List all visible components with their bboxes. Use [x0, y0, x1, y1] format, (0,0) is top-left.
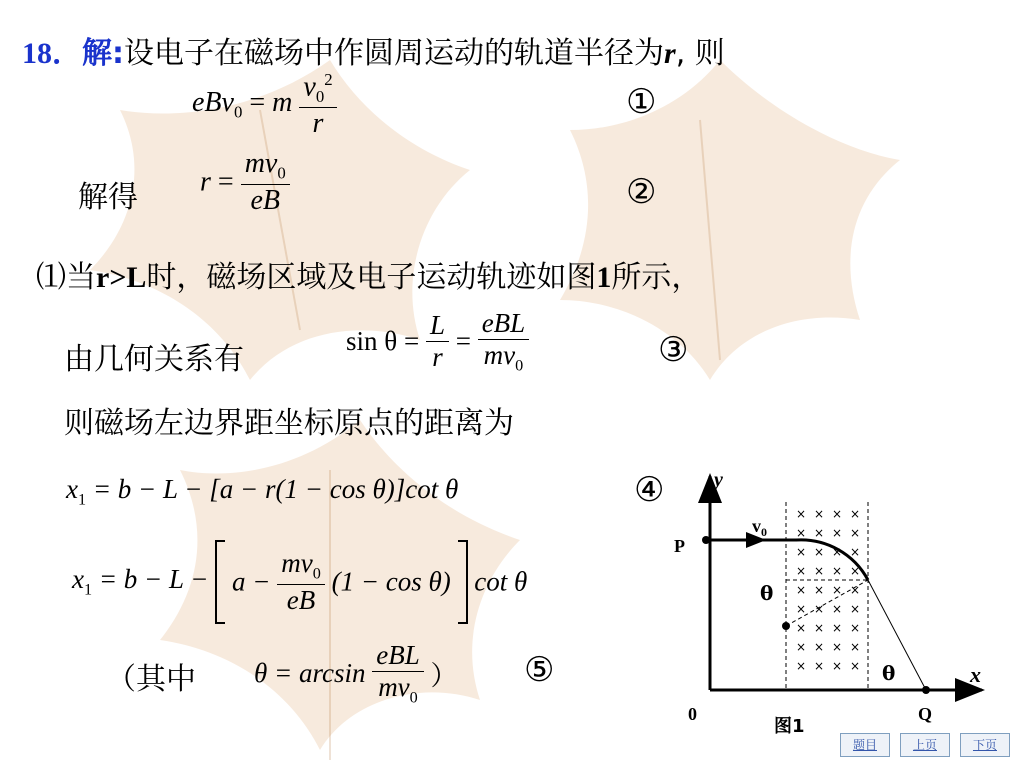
case-1-marker: ⑴ — [36, 260, 66, 295]
equation-1-mark: ① — [626, 82, 657, 122]
case-1-figure-number: 1 — [596, 261, 612, 294]
field-mark: × — [796, 583, 807, 597]
figure-1-diagram — [664, 470, 994, 740]
field-mark: × — [814, 507, 825, 521]
field-mark: × — [850, 621, 861, 635]
field-mark: × — [832, 640, 843, 654]
eq1-den: r — [299, 107, 336, 140]
equation-2-mark: ② — [626, 172, 657, 212]
field-mark: × — [814, 545, 825, 559]
intro-var: r — [664, 37, 676, 70]
field-mark: × — [832, 583, 843, 597]
eq6-lhs: θ = arcsin — [254, 658, 366, 689]
eq5-fraction — [277, 548, 325, 615]
field-mark: × — [814, 526, 825, 540]
field-mark: × — [832, 526, 843, 540]
equation-3 — [346, 308, 529, 375]
eq2-prefix: 解得 — [78, 180, 138, 215]
field-mark: × — [832, 659, 843, 673]
solve-label: 解: — [82, 36, 124, 71]
eq2-num-sub: 0 — [277, 163, 286, 183]
eq2-equals: = — [217, 166, 234, 198]
field-mark: × — [796, 507, 807, 521]
field-mark: × — [832, 564, 843, 578]
eq3-frac1-den: r — [426, 341, 449, 373]
eq3-equals-2: = — [455, 326, 471, 357]
equation-5-mark: ⑤ — [524, 650, 555, 690]
point-q — [922, 686, 930, 694]
field-mark: × — [850, 602, 861, 616]
eq3-frac2-num: eBL — [481, 308, 526, 338]
p-label: P — [674, 536, 685, 556]
intro-text: 设电子在磁场中作圆周运动的轨道半径为 — [124, 36, 664, 71]
equation-4 — [66, 474, 458, 509]
equation-6 — [254, 640, 457, 707]
eq5-mid: = b − L − — [98, 564, 209, 595]
origin-label: 0 — [688, 704, 697, 724]
v0-label-sub: 0 — [761, 525, 767, 539]
eq3-lhs: sin θ — [346, 326, 398, 357]
exit-path — [868, 580, 926, 690]
field-mark: × — [832, 621, 843, 635]
field-mark: × — [814, 659, 825, 673]
case-1-text-b: 时，磁场区域及电子运动轨迹如图 — [146, 260, 597, 295]
intro-tail: , 则 — [675, 36, 725, 71]
eq6-fraction — [372, 640, 424, 707]
field-mark: × — [850, 640, 861, 654]
field-mark: × — [796, 602, 807, 616]
equation-1 — [192, 70, 337, 140]
field-mark: × — [832, 602, 843, 616]
eq4-x-sub: 1 — [77, 490, 87, 509]
eq5-den: eB — [277, 584, 325, 616]
field-mark: × — [796, 659, 807, 673]
equation-5 — [72, 540, 527, 624]
field-mark: × — [796, 564, 807, 578]
v0-label — [752, 516, 767, 539]
theta-label-center: θ — [760, 581, 774, 605]
eq2-den: eB — [241, 184, 290, 217]
eq5-a-minus: a − — [232, 566, 271, 597]
eq1-equals: = — [249, 87, 266, 119]
case-1-text-c: 所示， — [611, 260, 702, 295]
x-axis-label: x — [970, 662, 981, 687]
equation-4-mark: ④ — [634, 470, 665, 510]
equation-2 — [200, 148, 290, 217]
eq5-x: x — [72, 564, 84, 595]
figure-caption: 图1 — [774, 716, 805, 737]
eq5-num: mv — [281, 548, 313, 579]
problem-number: 18． — [22, 37, 82, 70]
center-point — [782, 622, 790, 630]
eq3-frac2-den-sub: 0 — [515, 356, 524, 375]
eq1-lhs: eBv — [192, 87, 234, 119]
eq2-fraction — [241, 148, 290, 217]
eq1-num-sup: 2 — [324, 70, 333, 89]
field-mark: × — [796, 640, 807, 654]
case-1-line — [36, 252, 701, 296]
field-mark: × — [796, 526, 807, 540]
eq1-num: v — [303, 71, 316, 103]
eq2-num: mv — [244, 148, 278, 179]
eq1-num-sub: 0 — [315, 86, 325, 106]
eq6-open: （其中 — [106, 662, 196, 697]
equation-3-mark: ③ — [658, 330, 689, 370]
eq3-fraction-1 — [426, 310, 449, 373]
eq3-frac2-den: mv — [483, 340, 516, 370]
eq1-fraction — [299, 70, 336, 140]
v0-label-v: v — [752, 516, 761, 536]
field-mark: × — [814, 621, 825, 635]
q-label: Q — [918, 704, 933, 724]
field-mark: × — [796, 545, 807, 559]
eq3-prefix: 由几何关系有 — [64, 342, 244, 377]
nav-home-button[interactable]: 题目 — [840, 733, 890, 757]
field-mark: × — [850, 545, 861, 559]
eq3-frac1-num: L — [429, 310, 445, 341]
field-mark: × — [814, 564, 825, 578]
electron-trajectory — [710, 540, 868, 580]
theta-label-exit: θ — [882, 661, 896, 685]
eq2-lhs: r — [200, 166, 211, 198]
eq4-x: x — [66, 474, 78, 504]
eq1-m: m — [272, 87, 293, 119]
distance-line: 则磁场左边界距坐标原点的距离为 — [64, 406, 514, 441]
eq3-fraction-2 — [478, 308, 530, 375]
field-mark: × — [796, 621, 807, 635]
point-p — [702, 536, 710, 544]
field-mark: × — [850, 507, 861, 521]
field-mark: × — [832, 545, 843, 559]
case-1-condition: r>L — [96, 261, 147, 294]
field-mark: × — [814, 602, 825, 616]
field-mark: × — [814, 583, 825, 597]
problem-intro-line — [22, 28, 725, 72]
field-mark: × — [814, 640, 825, 654]
nav-next-button[interactable]: 下页 — [960, 733, 1010, 757]
eq6-den: mv — [378, 672, 410, 702]
y-axis-label: y — [714, 470, 723, 491]
eq3-equals-1: = — [403, 326, 420, 357]
eq5-paren: (1 − cos θ) — [331, 566, 451, 597]
eq6-den-sub: 0 — [409, 688, 418, 707]
case-1-text-a: 当 — [66, 260, 96, 295]
eq1-lhs-sub: 0 — [233, 102, 243, 122]
field-mark: × — [850, 564, 861, 578]
field-mark: × — [850, 659, 861, 673]
field-mark: × — [850, 526, 861, 540]
field-mark: × — [832, 507, 843, 521]
eq5-cot: cot θ — [474, 566, 528, 597]
eq6-close: ） — [430, 661, 458, 693]
eq4-rhs: = b − L − [a − r(1 − cos θ)]cot θ — [92, 474, 459, 504]
field-mark: × — [850, 583, 861, 597]
nav-prev-button[interactable]: 上页 — [900, 733, 950, 757]
eq6-num: eBL — [376, 640, 420, 670]
eq5-x-sub: 1 — [83, 580, 93, 599]
eq5-num-sub: 0 — [312, 564, 321, 583]
